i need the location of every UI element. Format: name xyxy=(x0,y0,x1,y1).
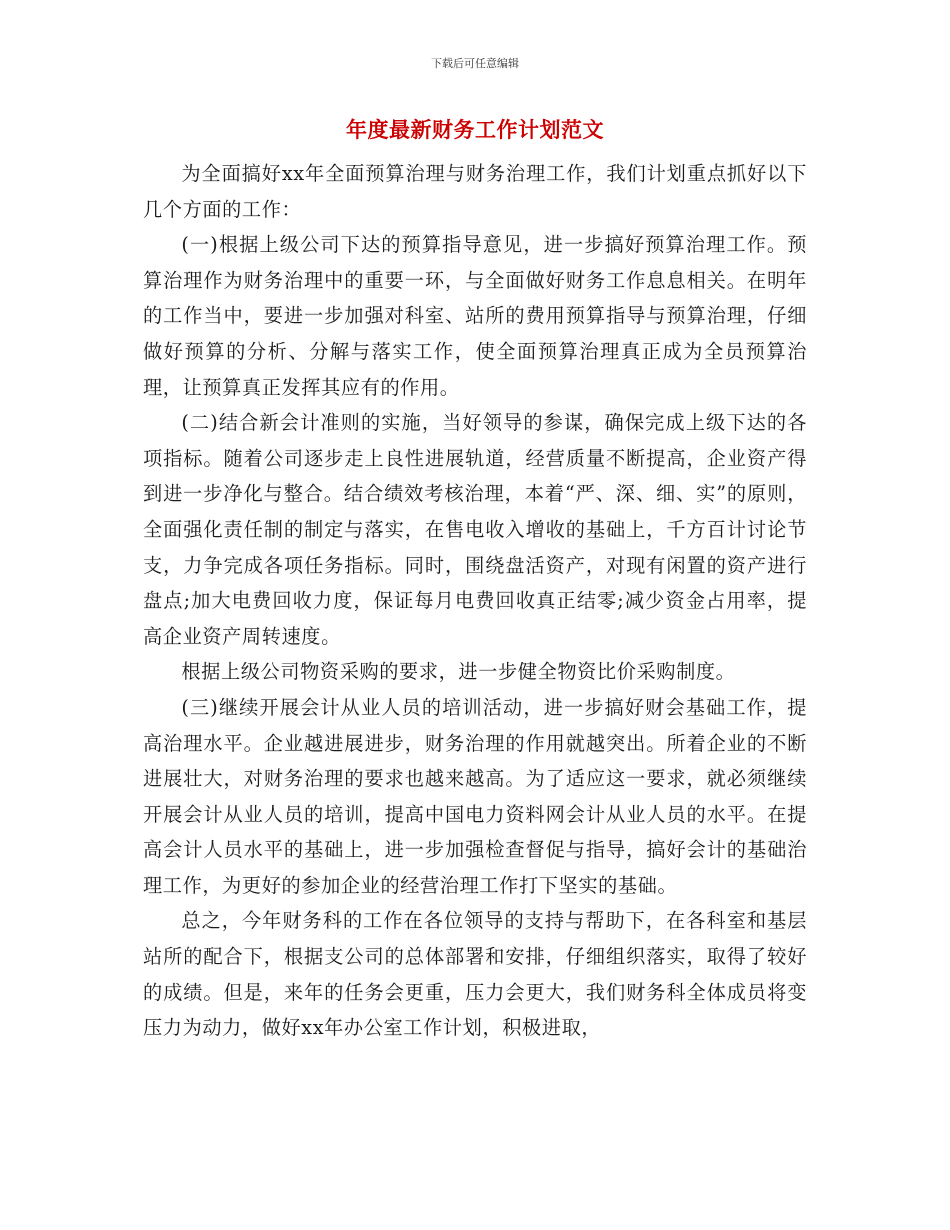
paragraph-summary: 总之，今年财务科的工作在各位领导的支持与帮助下，在各科室和基层站所的配合下，根据支公司的总体部署和安排，仔细组织落实，取得了较好的成绩。但是，来年的任务会更重，压力会更大，我们财务科全体成员将变压力为动力，做好xx年办公室工作计划，积极进取， xyxy=(143,909,807,1040)
header-note: 下载后可任意编辑 xyxy=(431,57,519,70)
document-title: 年度最新财务工作计划范文 xyxy=(346,118,604,142)
paragraph-intro: 为全面搞好xx年全面预算治理与财务治理工作，我们计划重点抓好以下几个方面的工作： xyxy=(143,162,807,221)
paragraph-section-2: (二)结合新会计准则的实施，当好领导的参谋，确保完成上级下达的各项指标。随着公司逐步走上良性进展轨道，经营质量不断提高，企业资产得到进一步净化与整合。结合绩效考核治理，本着“严、深、细、实”的原则，全面强化责任制的制定与落实，在售电收入增收的基础上，千方百计讨论节支，力争完成各项任务指标。同时，围绕盘活资产，对现有闲置的资产进行盘点;加大电费回收力度，保证每月电费回收真正结零;减少资金占用率，提高企业资产周转速度。 xyxy=(143,411,807,648)
paragraph-section-3: (三)继续开展会计从业人员的培训活动，进一步搞好财会基础工作，提高治理水平。企业越进展进步，财务治理的作用就越突出。所着企业的不断进展壮大，对财务治理的要求也越来越高。为了适应这一要求，就必须继续开展会计从业人员的培训，提高中国电力资料网会计从业人员的水平。在提高会计人员水平的基础上，进一步加强检查督促与指导，搞好会计的基础治理工作，为更好的参加企业的经营治理工作打下坚实的基础。 xyxy=(143,695,807,897)
document-body xyxy=(143,156,807,1046)
paragraph-section-1: (一)根据上级公司下达的预算指导意见，进一步搞好预算治理工作。预算治理作为财务治理中的重要一环，与全面做好财务工作息息相关。在明年的工作当中，要进一步加强对科室、站所的费用预算指导与预算治理，仔细做好预算的分析、分解与落实工作，使全面预算治理真正成为全员预算治理，让预算真正发挥其应有的作用。 xyxy=(143,233,807,399)
paragraph-procurement: 根据上级公司物资采购的要求，进一步健全物资比价采购制度。 xyxy=(181,660,736,684)
